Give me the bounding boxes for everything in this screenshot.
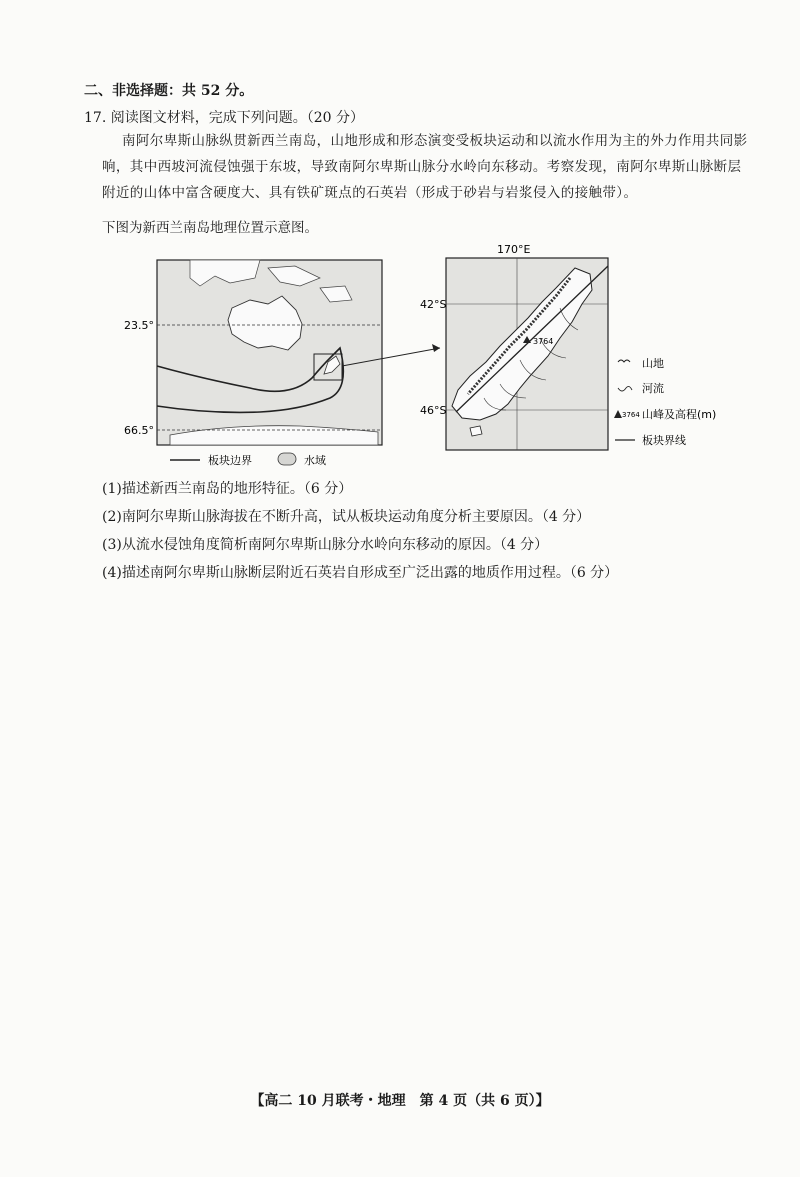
peak-elevation: 3764 xyxy=(533,337,554,346)
question-paragraph: 南阿尔卑斯山脉纵贯新西兰南岛，山地形成和形态演变受板块运动和以流水作用为主的外力作用共同影响，其中西坡河流侵蚀强于东坡，导致南阿尔卑斯山脉分水岭向东移动。考察发现，南阿尔卑斯山脉断层附近的山体中富含硬度大、具有铁矿斑点的石英岩（形成于砂岩与岩浆侵入的接触带）。 xyxy=(102,133,748,201)
lat-label-46s: 46°S xyxy=(420,404,447,417)
lat-label-bottom: 66.5° xyxy=(124,424,154,437)
sub-question-2: (2)南阿尔卑斯山脉海拔在不断升高，试从板块运动角度分析主要原因。（4 分） xyxy=(102,509,591,525)
lat-label-42s: 42°S xyxy=(420,298,447,311)
map-left xyxy=(124,260,382,467)
section-title: 二、非选择题：共 52 分。 xyxy=(84,83,254,99)
legend-water: 水域 xyxy=(304,454,326,467)
legend-river: 河流 xyxy=(642,382,664,395)
lon-label: 170°E xyxy=(497,243,531,256)
legend-plate-boundary: 板块边界 xyxy=(208,454,252,467)
page-footer: 【高二 10 月联考・地理 第 4 页（共 6 页）】 xyxy=(250,1093,550,1109)
legend-peak: 山峰及高程(m) xyxy=(642,408,717,421)
legend-plate-line: 板块界线 xyxy=(642,434,686,447)
sub-question-1: (1)描述新西兰南岛的地形特征。（6 分） xyxy=(102,481,353,497)
question-header: 17. 阅读图文材料，完成下列问题。（20 分） xyxy=(84,110,364,126)
sub-question-4: (4)描述南阿尔卑斯山脉断层附近石英岩自形成至广泛出露的地质作用过程。（6 分） xyxy=(102,565,619,581)
lat-label-top: 23.5° xyxy=(124,319,154,332)
sub-question-3: (3)从流水侵蚀角度简析南阿尔卑斯山脉分水岭向东移动的原因。（4 分） xyxy=(102,537,549,553)
figure xyxy=(0,238,800,468)
map-right xyxy=(420,243,608,450)
legend-right xyxy=(614,356,716,447)
legend-mountain: 山地 xyxy=(642,357,664,370)
legend-peak-value: 3764 xyxy=(622,411,640,419)
figure-caption: 下图为新西兰南岛地理位置示意图。 xyxy=(102,220,318,236)
